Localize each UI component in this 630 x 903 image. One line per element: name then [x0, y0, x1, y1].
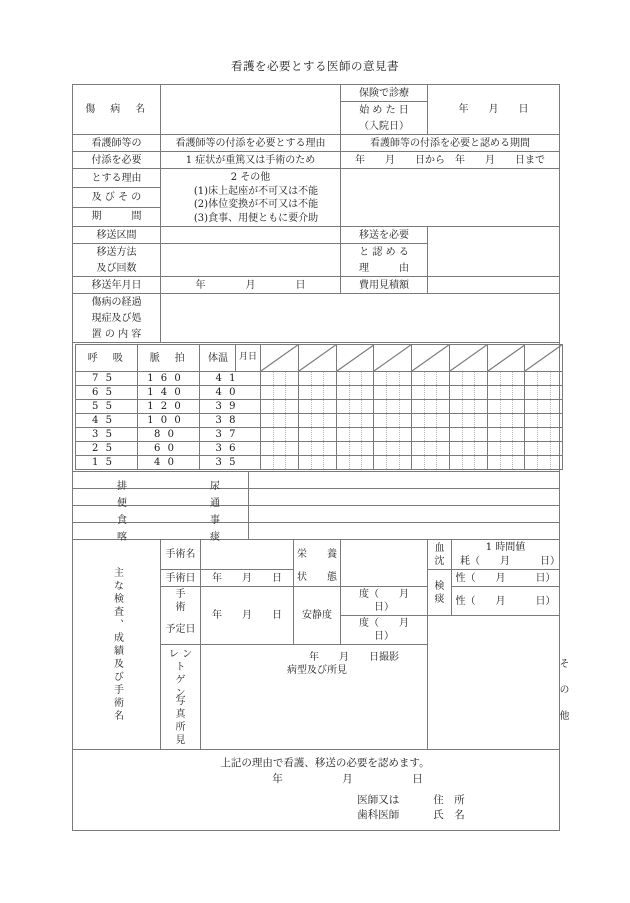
vitals-col-header-temp: 体温: [208, 352, 228, 364]
temp-value: 3 8: [200, 414, 261, 428]
row-vitals-chart: [73, 343, 560, 472]
rest-degree-label: 安静度: [294, 587, 341, 645]
vitals-data-row: [76, 414, 563, 428]
nurse-side-label-3: とする理由: [73, 169, 161, 188]
chart-cell[interactable]: [298, 386, 336, 400]
surgery-plan-label-2: 予定日: [161, 616, 201, 645]
disease-name-label: 傷 病 名: [73, 85, 161, 135]
footer-date[interactable]: 年 月 日: [272, 773, 430, 786]
chart-cell[interactable]: [374, 414, 412, 428]
address-label: 住 所: [433, 793, 465, 806]
row-nurse-reason1: [73, 152, 560, 169]
temp-value: 3 5: [200, 456, 261, 470]
temp-value: 3 6: [200, 442, 261, 456]
chart-cell[interactable]: [298, 442, 336, 456]
date-column-header[interactable]: [261, 345, 299, 372]
insurance-start-label-3: （入院日）: [341, 118, 428, 135]
chart-cell[interactable]: [525, 372, 563, 386]
pulse-value: 1 6 0: [138, 372, 200, 386]
chart-cell[interactable]: [336, 400, 374, 414]
nurse-reason-2-item-1: (1)床上起座が不可又は不能: [193, 185, 319, 197]
transport-date-label: 移送年月日: [73, 277, 161, 294]
resp-value: 6 5: [76, 386, 138, 400]
nurse-side-label-2: 付添を必要: [73, 152, 161, 169]
meal-label-a: 食: [117, 515, 127, 526]
resp-value: 1 5: [76, 456, 138, 470]
rest-value-2[interactable]: 度（ 月 日）: [341, 616, 428, 645]
resp-value: 3 5: [76, 428, 138, 442]
nurse-period-header: 看護師等の付添を必要と認める期間: [341, 135, 560, 152]
course-label-3: 置 の 内 容: [73, 326, 161, 343]
xray-label-2: ゲ ン: [175, 675, 206, 699]
photo-label-1: 写 真: [175, 696, 206, 720]
nurse-side-label-4: 及 び そ の: [73, 188, 161, 207]
surgery-plan-value[interactable]: 年 月 日: [201, 587, 294, 645]
vitals-col-header-pulse: 脈 拍: [138, 345, 200, 372]
chart-cell[interactable]: [487, 400, 525, 414]
photo-label-2: 所 見: [175, 722, 206, 746]
chart-cell[interactable]: [487, 428, 525, 442]
surgery-plan-label-1: 手 術: [161, 587, 201, 616]
signer-label-1: 医師又は: [357, 793, 400, 806]
chart-cell[interactable]: [374, 400, 412, 414]
chart-cell[interactable]: [336, 428, 374, 442]
nurse-reason-2-item-3: (3)食事、用便ともに要介助: [193, 212, 319, 224]
cost-estimate-value[interactable]: [428, 277, 560, 294]
course-value[interactable]: [161, 294, 560, 343]
chart-cell[interactable]: [374, 428, 412, 442]
row-transport-date: [73, 277, 560, 294]
bowel-label-b: 通: [210, 498, 220, 509]
transport-date-value[interactable]: 年 月 日: [161, 277, 341, 294]
vitals-data-row: [76, 386, 563, 400]
transport-reason-label-3: 理 由: [341, 260, 428, 277]
xray-date: 年 月 日撮影: [309, 652, 399, 663]
course-label-2: 現症及び処: [73, 310, 161, 326]
opinion-form-table: [72, 84, 569, 831]
temp-value: 3 9: [200, 400, 261, 414]
chart-cell[interactable]: [261, 428, 299, 442]
row-footer: [73, 750, 560, 831]
chart-cell[interactable]: [298, 428, 336, 442]
chart-cell[interactable]: [487, 372, 525, 386]
disease-name-value[interactable]: [161, 85, 341, 135]
vitals-data-row: [76, 456, 563, 470]
surgery-date-label: 手術日: [161, 570, 201, 587]
chart-cell[interactable]: [298, 456, 336, 470]
xray-photo-label-cell: [161, 645, 206, 750]
chart-cell[interactable]: [525, 456, 563, 470]
insurance-start-label-1: 保険で診療: [341, 85, 428, 102]
transport-method-label-2: 及び回数: [73, 260, 161, 277]
xray-findings-cell[interactable]: [201, 645, 428, 750]
transport-method-label-1: 移送方法: [73, 244, 161, 261]
insurance-start-label-2: 始 め た 日: [341, 102, 428, 119]
surgery-name-value[interactable]: [201, 540, 294, 570]
resp-value: 5 5: [76, 400, 138, 414]
esr-value-1[interactable]: 耗（ 月 日）: [460, 555, 561, 567]
chart-cell[interactable]: [374, 372, 412, 386]
surgery-date-value[interactable]: 年 月 日: [201, 570, 294, 587]
xray-findings-label: 病型及び所見: [287, 665, 347, 676]
sputum-test-label: 検痰: [428, 570, 452, 616]
chart-cell[interactable]: [449, 456, 487, 470]
urination-label-a: 排: [117, 481, 127, 492]
vitals-col-header-monthday: 月日: [235, 345, 260, 371]
course-label-1: 傷病の経過: [73, 294, 161, 311]
sputum-value-1[interactable]: 性（ 月 日）: [452, 570, 560, 587]
vitals-grid: [75, 344, 563, 470]
nurse-period-blank[interactable]: [341, 169, 560, 227]
row-nurse-header: [73, 135, 560, 152]
row-disease: [73, 85, 560, 102]
esr-header: 1 時間値: [485, 542, 526, 553]
transport-reason-value[interactable]: [428, 227, 560, 277]
row-bowel: [73, 489, 560, 506]
meal-value[interactable]: [249, 506, 560, 523]
chart-cell[interactable]: [487, 442, 525, 456]
chart-cell[interactable]: [449, 372, 487, 386]
transport-span-label: 移送区間: [73, 227, 161, 244]
sputum-label-b: 痰: [210, 532, 220, 543]
date-column-header[interactable]: [487, 345, 525, 372]
exam-vertical-label: 主な検査、成績及び手術名: [111, 566, 123, 723]
chart-cell[interactable]: [525, 428, 563, 442]
chart-cell[interactable]: [449, 414, 487, 428]
chart-cell[interactable]: [525, 414, 563, 428]
temp-value: 4 0: [200, 386, 261, 400]
nutrition-label-1: 栄 養: [294, 540, 341, 570]
urination-value[interactable]: [249, 472, 560, 489]
date-column-header[interactable]: [449, 345, 487, 372]
other-value[interactable]: [428, 616, 560, 750]
row-exam-surgery-name: [73, 540, 560, 570]
sputum-value-2[interactable]: 性（ 月 日）: [452, 587, 560, 616]
chart-cell[interactable]: [412, 400, 450, 414]
row-transport-span: [73, 227, 560, 244]
chart-cell[interactable]: [487, 386, 525, 400]
temp-value: 4 1: [200, 372, 261, 386]
chart-cell[interactable]: [449, 386, 487, 400]
nurse-reason-2-title: 2 その他: [230, 172, 271, 183]
chart-cell[interactable]: [298, 414, 336, 428]
page-title: 看護を必要とする医師の意見書: [231, 59, 399, 73]
chart-cell[interactable]: [336, 442, 374, 456]
bowel-label: [73, 489, 249, 509]
nurse-reason-2-item-2: (2)体位変換が不可又は不能: [193, 199, 319, 210]
insurance-start-date[interactable]: 年 月 日: [428, 85, 560, 135]
chart-cell[interactable]: [525, 442, 563, 456]
rest-value-1[interactable]: 度（ 月 日）: [341, 587, 428, 616]
meal-label: [73, 506, 249, 526]
vitals-header-row: [76, 345, 563, 372]
esr-cell: [452, 540, 560, 570]
resp-value: 7 5: [76, 372, 138, 386]
vitals-col-header-temp-date: [200, 345, 261, 372]
nutrition-label-2: 状 態: [294, 570, 341, 587]
footer-statement: 上記の理由で看護、移送の必要を認めます。: [220, 756, 430, 769]
chart-cell[interactable]: [261, 414, 299, 428]
footer-signature-block: [75, 793, 557, 823]
xray-label-1: レ ン ト: [168, 649, 193, 673]
resp-value: 4 5: [76, 414, 138, 428]
chart-cell[interactable]: [449, 400, 487, 414]
chart-cell[interactable]: [412, 372, 450, 386]
chart-cell[interactable]: [261, 372, 299, 386]
date-column-header[interactable]: [412, 345, 450, 372]
sputum-label: [73, 523, 249, 543]
urination-label: [73, 472, 249, 492]
chart-cell[interactable]: [374, 386, 412, 400]
row-sputum: [73, 523, 560, 540]
nurse-reason-2: [161, 169, 341, 227]
sputum-value[interactable]: [249, 523, 560, 540]
row-meal: [73, 506, 560, 523]
chart-cell[interactable]: [336, 372, 374, 386]
date-column-header[interactable]: [374, 345, 412, 372]
chart-cell[interactable]: [487, 456, 525, 470]
chart-cell[interactable]: [336, 456, 374, 470]
chart-cell[interactable]: [412, 386, 450, 400]
chart-cell[interactable]: [336, 414, 374, 428]
chart-cell[interactable]: [412, 414, 450, 428]
vitals-data-row: [76, 442, 563, 456]
pulse-value: 1 2 0: [138, 400, 200, 414]
chart-cell[interactable]: [449, 442, 487, 456]
transport-method-value[interactable]: [161, 244, 341, 277]
transport-reason-label-1: 移送を必要: [341, 227, 428, 244]
date-column-header[interactable]: [336, 345, 374, 372]
chart-cell[interactable]: [374, 456, 412, 470]
surgery-name-label: 手術名: [161, 540, 201, 570]
chart-cell[interactable]: [412, 428, 450, 442]
chart-cell[interactable]: [449, 428, 487, 442]
chart-cell[interactable]: [487, 414, 525, 428]
transport-span-value[interactable]: [161, 227, 341, 244]
chart-cell[interactable]: [412, 442, 450, 456]
cost-estimate-label: 費用見積額: [341, 277, 428, 294]
temp-value: 3 7: [200, 428, 261, 442]
chart-cell[interactable]: [261, 442, 299, 456]
date-column-header[interactable]: [298, 345, 336, 372]
sputum-label-a: 喀: [117, 532, 127, 543]
urination-label-b: 尿: [210, 481, 220, 492]
chart-cell[interactable]: [261, 400, 299, 414]
pulse-value: 4 0: [138, 456, 200, 470]
pulse-value: 1 0 0: [138, 414, 200, 428]
chart-cell[interactable]: [336, 386, 374, 400]
chart-cell[interactable]: [525, 400, 563, 414]
nurse-reason-1: 1 症状が重篤又は手術のため: [161, 152, 341, 169]
row-urination: [73, 472, 560, 489]
vitals-chart: [73, 343, 560, 472]
other-label: その他: [557, 658, 569, 736]
name-label: 氏 名: [433, 809, 465, 822]
bowel-value[interactable]: [249, 489, 560, 506]
chart-cell[interactable]: [261, 386, 299, 400]
chart-cell[interactable]: [525, 386, 563, 400]
vitals-data-row: [76, 372, 563, 386]
nurse-side-label-5: 期 間: [73, 207, 161, 226]
vitals-data-row: [76, 400, 563, 414]
nurse-reason-header: 看護師等の付添を必要とする理由: [161, 135, 341, 152]
resp-value: 2 5: [76, 442, 138, 456]
pulse-value: 6 0: [138, 442, 200, 456]
footer-statement-cell: [73, 750, 560, 831]
row-nurse-reason2: [73, 169, 560, 188]
row-course: [73, 294, 560, 311]
transport-reason-label-2: と 認 め る: [341, 244, 428, 261]
bowel-label-a: 便: [117, 498, 127, 509]
esr-label: 血沈: [428, 540, 452, 570]
pulse-value: 1 4 0: [138, 386, 200, 400]
pulse-value: 8 0: [138, 428, 200, 442]
chart-cell[interactable]: [374, 442, 412, 456]
date-column-header[interactable]: [525, 345, 563, 372]
nurse-period-value[interactable]: 年 月 日から 年 月 日まで: [341, 152, 560, 169]
signer-label-2: 歯科医師: [357, 809, 400, 822]
chart-cell[interactable]: [298, 372, 336, 386]
nurse-side-label-1: 看護師等の: [73, 135, 161, 152]
meal-label-b: 事: [210, 515, 220, 526]
chart-cell[interactable]: [261, 456, 299, 470]
nutrition-value[interactable]: [341, 540, 428, 587]
chart-cell[interactable]: [412, 456, 450, 470]
vitals-col-header-resp: 呼 吸: [76, 345, 138, 372]
exam-vertical-label-cell: [73, 540, 161, 750]
vitals-data-row: [76, 428, 563, 442]
chart-cell[interactable]: [298, 400, 336, 414]
